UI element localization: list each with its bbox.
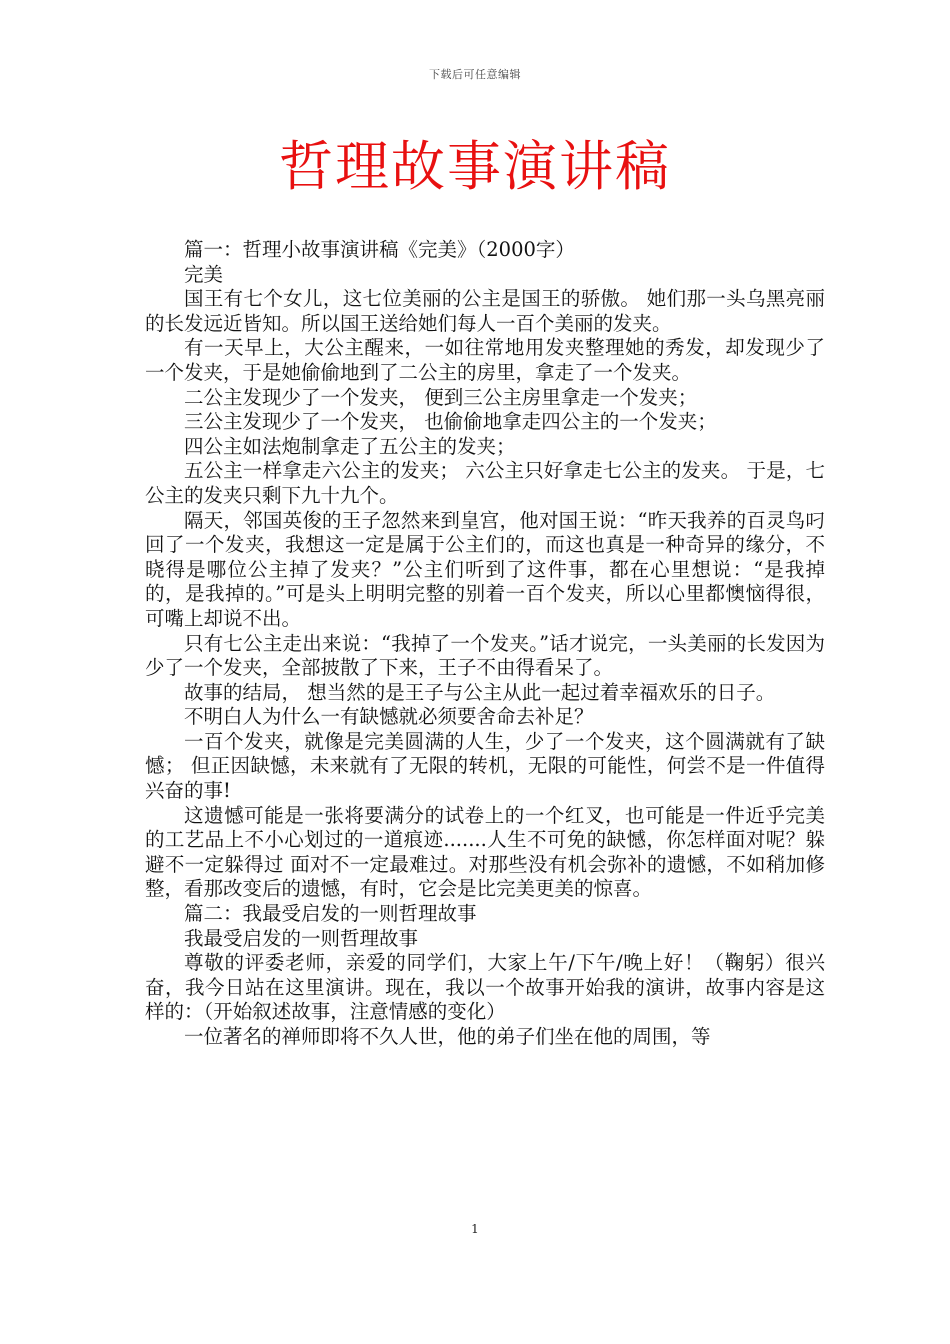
document-body — [145, 238, 825, 1050]
paragraph: 二公主发现少了一个发夹， 便到三公主房里拿走一个发夹； — [184, 385, 698, 409]
paragraph: 这遗憾可能是一张将要满分的试卷上的一个红叉，也可能是一件近乎完美的工艺品上不小心划过的一道痕迹.......人生不可免的缺憾，你怎样面对呢？躲避不一定躲得过 面对不一定最难过。对那些没有机会弥补的遗憾，不如稍加修整，看那改变后的遗憾，有时，它会是比完美更美的惊喜。 — [145, 803, 825, 901]
paragraph: 一位著名的禅师即将不久人世，他的弟子们坐在他的周围，等 — [184, 1025, 711, 1048]
paragraph: 我最受启发的一则哲理故事 — [184, 926, 419, 950]
paragraph: 完美 — [184, 262, 224, 286]
paragraph: 不明白人为什么一有缺憾就必须要舍命去补足？ — [184, 705, 594, 729]
paragraph: 五公主一样拿走六公主的发夹； 六公主只好拿走七公主的发夹。 于是，七公主的发夹只剩下九十九个。 — [145, 459, 825, 507]
paragraph: 国王有七个女儿，这七位美丽的公主是国王的骄傲。 她们那一头乌黑亮丽的长发远近皆知。所以国王送给她们每人一百个美丽的发夹。 — [145, 287, 825, 335]
paragraph: 故事的结局， 想当然的是王子与公主从此一起过着幸福欢乐的日子。 — [184, 680, 776, 704]
paragraph: 隔天，邻国英俊的王子忽然来到皇宫，他对国王说：“昨天我养的百灵鸟叼回了一个发夹，我想这一定是属于公主们的，而这也真是一种奇异的缘分，不晓得是哪位公主掉了发夹？”公主们听到了这件事，都在心里想说：“是我掉的，是我掉的。”可是头上明明完整的别着一百个发夹，所以心里都懊恼得很，可嘴上却说不出。 — [145, 508, 825, 630]
paragraph: 有一天早上，大公主醒来，一如往常地用发夹整理她的秀发，却发现少了一个发夹，于是她偷偷地到了二公主的房里，拿走了一个发夹。 — [145, 336, 825, 384]
paragraph: 篇二：我最受启发的一则哲理故事 — [184, 902, 477, 926]
paragraph: 三公主发现少了一个发夹， 也偷偷地拿走四公主的一个发夹； — [184, 410, 717, 434]
paragraph: 一百个发夹，就像是完美圆满的人生，少了一个发夹，这个圆满就有了缺憾； 但正因缺憾，未来就有了无限的转机，无限的可能性，何尝不是一件值得兴奋的事! — [145, 729, 825, 803]
paragraph: 只有七公主走出来说：“我掉了一个发夹。”话才说完，一头美丽的长发因为少了一个发夹，全部披散了下来，王子不由得看呆了。 — [145, 631, 825, 680]
paragraph: 篇一：哲理小故事演讲稿《完美》（2000字） — [184, 238, 575, 261]
header-note: 下载后可任意编辑 — [429, 68, 521, 81]
paragraph: 四公主如法炮制拿走了五公主的发夹； — [184, 434, 516, 458]
page-number: 1 — [471, 1222, 479, 1236]
paragraph: 尊敬的评委老师，亲爱的同学们，大家上午/下午/晚上好！（鞠躬）很兴奋，我今日站在这里演讲。现在，我以一个故事开始我的演讲，故事内容是这样的：（开始叙述故事，注意情感的变化） — [145, 951, 825, 1024]
document-title: 哲理故事演讲稿 — [279, 135, 671, 198]
